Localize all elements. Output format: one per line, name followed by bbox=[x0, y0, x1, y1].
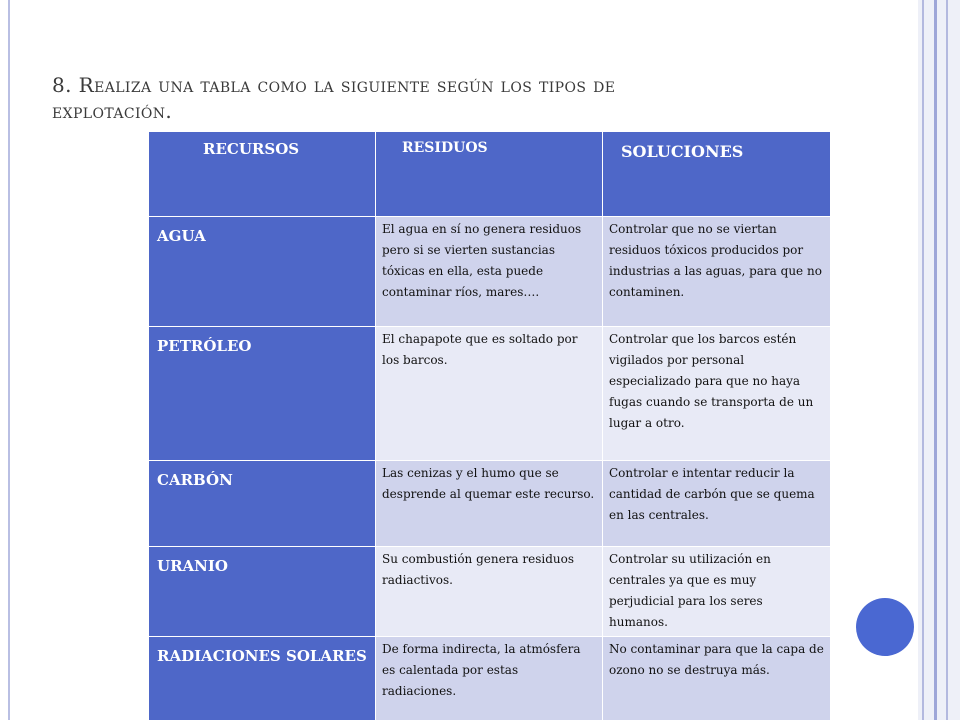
header-residuos: RESIDUOS bbox=[376, 132, 603, 217]
table-row bbox=[149, 461, 831, 547]
row-label: URANIO bbox=[149, 547, 376, 637]
residue-cell: El chapapote que es soltado por los barcos. bbox=[376, 327, 603, 461]
slide-title-line-1: 8. Realiza una tabla como la siguiente según los tipos de bbox=[52, 73, 616, 97]
right-frame-line bbox=[934, 0, 937, 720]
solution-cell: Controlar e intentar reducir la cantidad de carbón que se quema en las centrales. bbox=[603, 461, 831, 547]
residue-cell: Las cenizas y el humo que se desprende al quemar este recurso. bbox=[376, 461, 603, 547]
decorative-circle bbox=[856, 598, 914, 656]
left-frame-line bbox=[8, 0, 10, 720]
row-label: CARBÓN bbox=[149, 461, 376, 547]
residue-cell: De forma indirecta, la atmósfera es calentada por estas radiaciones. bbox=[376, 637, 603, 721]
solution-cell: Controlar que no se viertan residuos tóxicos producidos por industrias a las aguas, para que no contaminen. bbox=[603, 217, 831, 327]
residue-cell: El agua en sí no genera residuos pero si se vierten sustancias tóxicas en ella, esta puede contaminar ríos, mares…. bbox=[376, 217, 603, 327]
table-row bbox=[149, 327, 831, 461]
residue-cell: Su combustión genera residuos radiactivos. bbox=[376, 547, 603, 637]
right-frame-band bbox=[918, 0, 960, 720]
slide-title-line-2: explotación. bbox=[52, 99, 173, 123]
row-label: AGUA bbox=[149, 217, 376, 327]
table-header-row bbox=[149, 132, 831, 217]
right-frame-line bbox=[922, 0, 924, 720]
row-label: RADIACIONES SOLARES bbox=[149, 637, 376, 721]
table-row bbox=[149, 637, 831, 721]
slide-title bbox=[52, 72, 792, 124]
table-row bbox=[149, 547, 831, 637]
solution-cell: No contaminar para que la capa de ozono no se destruya más. bbox=[603, 637, 831, 721]
table-row bbox=[149, 217, 831, 327]
header-recursos: RECURSOS bbox=[149, 132, 376, 217]
row-label: PETRÓLEO bbox=[149, 327, 376, 461]
solution-cell: Controlar que los barcos estén vigilados por personal especializado para que no haya fugas cuando se transporta de un lugar a otro. bbox=[603, 327, 831, 461]
right-frame-line bbox=[946, 0, 948, 720]
header-soluciones: SOLUCIONES bbox=[603, 132, 831, 217]
solution-cell: Controlar su utilización en centrales ya que es muy perjudicial para los seres humanos. bbox=[603, 547, 831, 637]
resources-table bbox=[148, 131, 831, 721]
